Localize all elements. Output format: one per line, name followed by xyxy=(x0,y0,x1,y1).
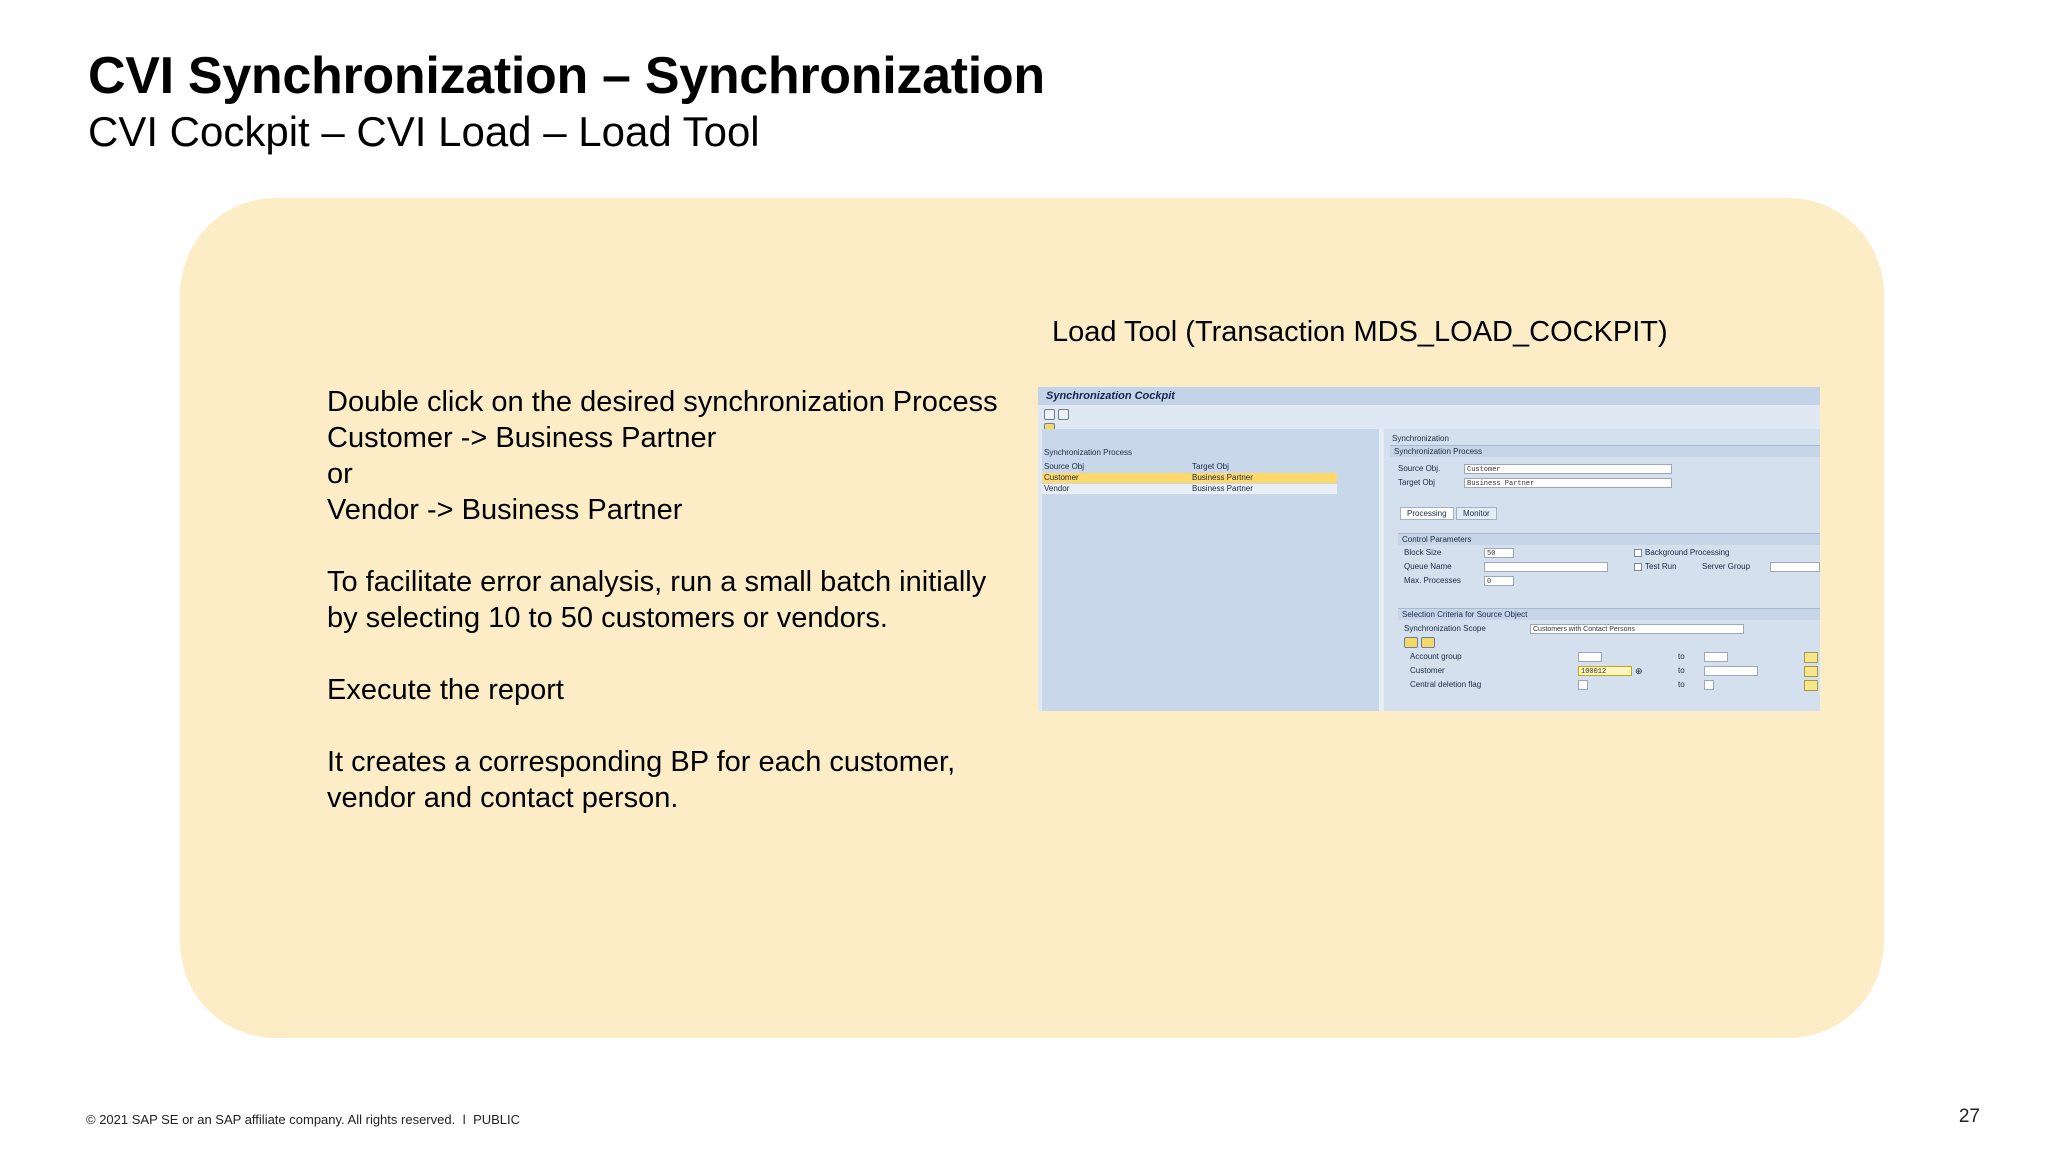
criteria-toolbar xyxy=(1404,637,1438,650)
block-size-label: Block Size xyxy=(1404,548,1442,557)
multiple-selection-icon[interactable] xyxy=(1804,680,1818,691)
group-title: Control Parameters xyxy=(1402,535,1472,544)
sap-title-bar xyxy=(1038,387,1820,405)
page-title: CVI Synchronization – Synchronization xyxy=(88,47,1045,105)
group-title: Synchronization Process xyxy=(1394,447,1483,456)
row-target: Business Partner xyxy=(1192,473,1253,482)
account-group-to[interactable] xyxy=(1704,652,1728,662)
process-section-label: Synchronization Process xyxy=(1044,448,1133,457)
footer xyxy=(86,1112,520,1127)
deletion-flag-label: Central deletion flag xyxy=(1410,680,1482,689)
queue-name-field[interactable] xyxy=(1484,562,1608,572)
max-processes-label: Max. Processes xyxy=(1404,576,1461,585)
display-icon[interactable] xyxy=(1058,409,1069,420)
classification: PUBLIC xyxy=(473,1112,521,1127)
process-group xyxy=(1390,445,1820,457)
copyright: © 2021 SAP SE or an SAP affiliate company. All rights reserved. xyxy=(86,1112,456,1127)
text-line: To facilitate error analysis, run a small batch initially xyxy=(327,566,987,598)
table-row[interactable] xyxy=(1042,473,1337,483)
source-field[interactable]: Customer xyxy=(1464,464,1672,474)
to-label: to xyxy=(1678,680,1685,689)
text-line: Double click on the desired synchronization Process xyxy=(327,386,998,418)
text-line: vendor and contact person. xyxy=(327,782,679,814)
row-source: Vendor xyxy=(1044,484,1070,493)
paragraph-process xyxy=(327,384,1047,528)
source-label: Source Obj. xyxy=(1398,464,1441,473)
scope-select[interactable]: Customers with Contact Persons xyxy=(1530,624,1744,634)
execute-icon[interactable] xyxy=(1044,409,1055,420)
criteria-group xyxy=(1398,608,1820,620)
sap-window-title: Synchronization Cockpit xyxy=(1046,390,1175,402)
background-checkbox[interactable] xyxy=(1634,548,1730,557)
row-target: Business Partner xyxy=(1192,484,1253,493)
instructions xyxy=(327,384,1047,852)
customer-from[interactable]: 100012 xyxy=(1578,666,1632,676)
text-line: It creates a corresponding BP for each customer, xyxy=(327,746,956,778)
sap-process-list xyxy=(1042,429,1379,711)
sap-screenshot xyxy=(1038,387,1820,711)
screenshot-caption: Load Tool (Transaction MDS_LOAD_COCKPIT) xyxy=(1052,316,1668,348)
search-help-icon[interactable]: ⊕ xyxy=(1635,666,1643,676)
test-run-checkbox[interactable] xyxy=(1634,562,1677,571)
tab-processing[interactable]: Processing xyxy=(1400,507,1454,520)
text-line: Execute the report xyxy=(327,674,564,706)
target-label: Target Obj xyxy=(1398,478,1435,487)
text-line: by selecting 10 to 50 customers or vendors. xyxy=(327,602,888,634)
paragraph-batch xyxy=(327,564,1047,636)
table-row[interactable] xyxy=(1042,484,1337,494)
text-line: Customer -> Business Partner xyxy=(327,422,717,454)
checkbox-label: Background Processing xyxy=(1645,548,1730,557)
max-processes-field[interactable]: 0 xyxy=(1484,576,1514,586)
checkbox-icon xyxy=(1634,549,1642,557)
account-group-label: Account group xyxy=(1410,652,1462,661)
to-label: to xyxy=(1678,652,1685,661)
multiple-selection-icon[interactable] xyxy=(1804,652,1818,663)
select-all-icon[interactable] xyxy=(1404,637,1418,648)
scope-label: Synchronization Scope xyxy=(1404,624,1486,633)
block-size-field[interactable]: 50 xyxy=(1484,548,1514,558)
queue-name-label: Queue Name xyxy=(1404,562,1452,571)
multiple-selection-icon[interactable] xyxy=(1804,666,1818,677)
paragraph-result xyxy=(327,744,1047,816)
col-target-header: Target Obj xyxy=(1192,462,1229,471)
row-source: Customer xyxy=(1044,473,1079,482)
tab-monitor[interactable]: Monitor xyxy=(1456,507,1497,520)
deselect-icon[interactable] xyxy=(1421,637,1435,648)
paragraph-execute xyxy=(327,672,1047,708)
footer-separator: ǀ xyxy=(462,1112,466,1127)
deletion-flag-from[interactable] xyxy=(1578,680,1588,690)
customer-to[interactable] xyxy=(1704,666,1758,676)
control-group xyxy=(1398,533,1820,545)
server-group-field[interactable] xyxy=(1770,562,1820,572)
page-subtitle: CVI Cockpit – CVI Load – Load Tool xyxy=(88,108,760,155)
col-source-header: Source Obj xyxy=(1044,462,1085,471)
sap-toolbar xyxy=(1044,409,1072,422)
checkbox-icon xyxy=(1634,563,1642,571)
target-field[interactable]: Business Partner xyxy=(1464,478,1672,488)
page-number: 27 xyxy=(1958,1106,1980,1127)
deletion-flag-to[interactable] xyxy=(1704,680,1714,690)
account-group-from[interactable] xyxy=(1578,652,1602,662)
customer-label: Customer xyxy=(1410,666,1445,675)
sync-section-label: Synchronization xyxy=(1392,434,1449,443)
text-line: Vendor -> Business Partner xyxy=(327,494,683,526)
group-title: Selection Criteria for Source Object xyxy=(1402,610,1528,619)
checkbox-label: Test Run xyxy=(1645,562,1677,571)
server-group-label: Server Group xyxy=(1702,562,1751,571)
to-label: to xyxy=(1678,666,1685,675)
text-line: or xyxy=(327,458,353,490)
